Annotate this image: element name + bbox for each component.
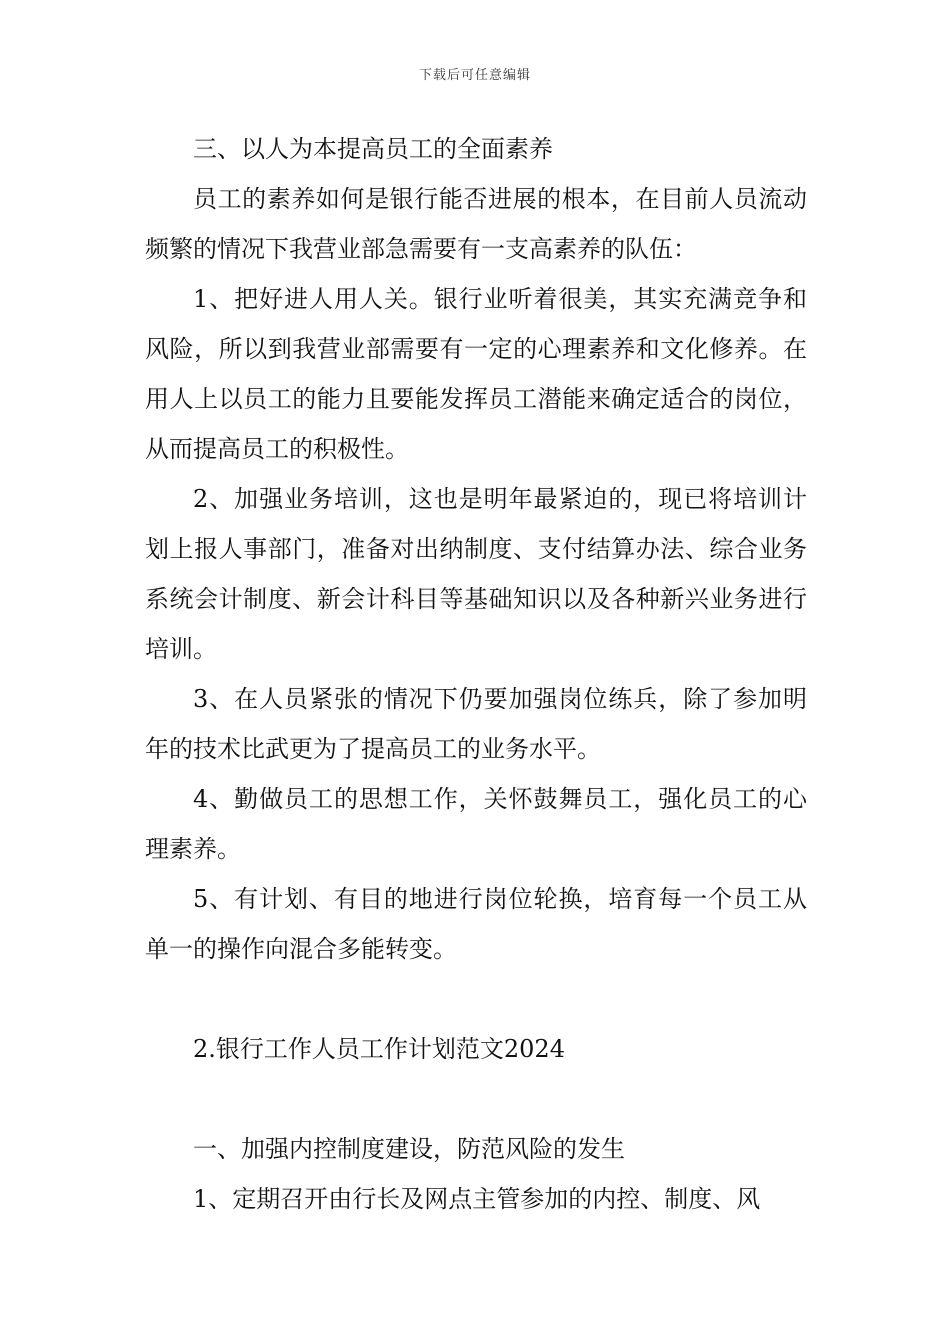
blank-line [145, 974, 807, 1024]
document-title: 2.银行工作人员工作计划范文2024 [193, 1035, 565, 1063]
section-heading: 三、以人为本提高员工的全面素养 [193, 135, 553, 163]
intro-paragraph: 员工的素养如何是银行能否进展的根本，在目前人员流动频繁的情况下我营业部急需要有一支高素养的队伍： [145, 185, 807, 263]
list-item: 4、勤做员工的思想工作，关怀鼓舞员工，强化员工的心理素养。 [145, 785, 807, 863]
list-item: 1、把好进人用人关。银行业听着很美，其实充满竞争和风险，所以到我营业部需要有一定的心理素养和文化修养。在用人上以员工的能力且要能发挥员工潜能来确定适合的岗位，从而提高员工的积极性。 [145, 285, 807, 463]
blank-line [145, 1074, 807, 1124]
section-heading: 一、加强内控制度建设，防范风险的发生 [193, 1135, 625, 1163]
list-item: 3、在人员紧张的情况下仍要加强岗位练兵，除了参加明年的技术比武更为了提高员工的业务水平。 [145, 685, 807, 763]
list-item: 5、有计划、有目的地进行岗位轮换，培育每一个员工从单一的操作向混合多能转变。 [145, 885, 807, 963]
document-body [145, 124, 807, 1224]
list-item: 1、定期召开由行长及网点主管参加的内控、制度、风 [193, 1185, 761, 1213]
list-item: 2、加强业务培训，这也是明年最紧迫的，现已将培训计划上报人事部门，准备对出纳制度、支付结算办法、综合业务系统会计制度、新会计科目等基础知识以及各种新兴业务进行培训。 [145, 485, 807, 663]
page-header-note: 下载后可任意编辑 [418, 68, 531, 83]
